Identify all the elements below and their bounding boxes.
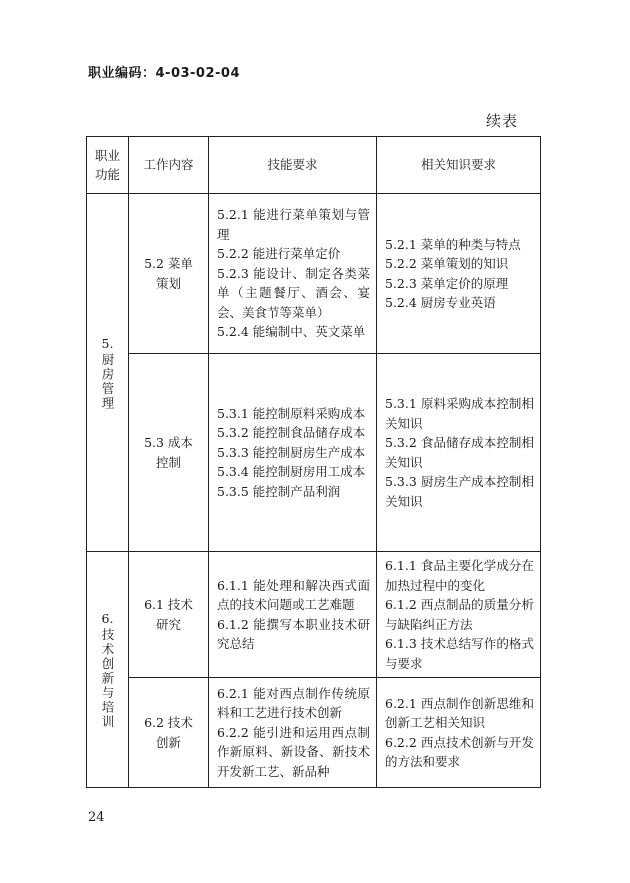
knowledge-item: 5.2.4 厨房专业英语 — [385, 295, 496, 310]
skill-item: 5.2.3 能设计、制定各类菜单（主题餐厅、酒会、宴会、美食节等菜单） — [217, 265, 370, 320]
skills-cell — [209, 354, 377, 552]
knowledge-item: 5.2.3 菜单定价的原理 — [385, 275, 509, 291]
header-function-line: 功能 — [94, 167, 120, 182]
content-line: 研究 — [155, 616, 181, 632]
skill-item: 5.3.3 能控制厨房生产成本 — [217, 444, 366, 460]
knowledge-item: 5.3.3 厨房生产成本控制相关知识 — [385, 474, 534, 509]
skill-item: 5.3.2 能控制食品储存成本 — [217, 425, 366, 441]
knowledge-cell — [377, 194, 541, 354]
function-number: 6. — [101, 611, 114, 627]
knowledge-item: 6.2.1 西点制作创新思维和创新工艺相关知识 — [385, 695, 534, 730]
table-row — [87, 678, 541, 788]
knowledge-item: 6.1.2 西点制品的质量分析与缺陷纠正方法 — [385, 597, 534, 632]
knowledge-cell — [377, 552, 541, 678]
knowledge-item: 5.2.2 菜单策划的知识 — [385, 256, 509, 271]
function-cell — [87, 194, 129, 552]
content-line: 控制 — [155, 454, 181, 470]
table-row — [87, 354, 541, 552]
header-skills: 技能要求 — [209, 137, 377, 194]
skills-table — [86, 136, 541, 788]
table-row — [87, 552, 541, 678]
skill-item: 6.1.2 能撰写本职业技术研究总结 — [217, 616, 370, 651]
header-knowledge: 相关知识要求 — [377, 137, 541, 194]
skill-item: 5.3.5 能控制产品利润 — [217, 483, 341, 499]
continued-label: 续表 — [486, 112, 519, 130]
knowledge-item: 5.3.1 原料采购成本控制相关知识 — [385, 396, 534, 431]
content-cell — [129, 354, 209, 552]
function-label: 技术创新与培训 — [100, 628, 115, 730]
content-cell — [129, 194, 209, 354]
header-content: 工作内容 — [129, 137, 209, 194]
skill-item: 6.1.1 能处理和解决西式面点的技术问题或工艺难题 — [217, 577, 370, 612]
function-number: 5. — [101, 336, 114, 351]
skill-item: 5.3.1 能控制原料采购成本 — [217, 405, 366, 421]
skills-cell — [209, 552, 377, 678]
content-cell — [129, 678, 209, 788]
content-line: 6.1 技术 — [144, 597, 193, 612]
skill-item: 5.2.1 能进行菜单策划与管理 — [217, 207, 370, 242]
page-number: 24 — [88, 810, 105, 825]
knowledge-item: 5.3.2 食品储存成本控制相关知识 — [385, 435, 534, 470]
skill-item: 5.2.2 能进行菜单定价 — [217, 246, 341, 262]
skills-cell — [209, 678, 377, 788]
content-cell — [129, 552, 209, 678]
function-label: 厨房管理 — [100, 353, 115, 411]
header-function — [87, 137, 129, 194]
content-line: 6.2 技术 — [144, 715, 193, 730]
content-line: 5.2 菜单 — [144, 256, 193, 271]
content-line: 策划 — [155, 275, 181, 291]
knowledge-item: 6.2.2 西点技术创新与开发的方法和要求 — [385, 734, 534, 769]
knowledge-cell — [377, 354, 541, 552]
skill-item: 5.3.4 能控制厨房用工成本 — [217, 464, 366, 480]
content-line: 5.3 成本 — [144, 435, 193, 450]
skill-item: 6.2.2 能引进和运用西点制作新原料、新设备、新技术开发新工艺、新品种 — [217, 724, 370, 779]
knowledge-item: 6.1.3 技术总结写作的格式与要求 — [385, 636, 534, 671]
skills-cell — [209, 194, 377, 354]
content-line: 创新 — [155, 734, 181, 750]
table-row — [87, 194, 541, 354]
knowledge-item: 5.2.1 菜单的种类与特点 — [385, 236, 521, 252]
header-function-line: 职业 — [94, 148, 120, 163]
skill-item: 6.2.1 能对西点制作传统原料和工艺进行技术创新 — [217, 685, 370, 721]
table-header-row — [87, 137, 541, 194]
knowledge-item: 6.1.1 食品主要化学成分在加热过程中的变化 — [385, 558, 534, 593]
knowledge-cell — [377, 678, 541, 788]
occupation-code: 职业编码：4-03-02-04 — [88, 66, 241, 81]
skill-item: 5.2.4 能编制中、英文菜单 — [217, 324, 366, 340]
function-cell — [87, 552, 129, 788]
